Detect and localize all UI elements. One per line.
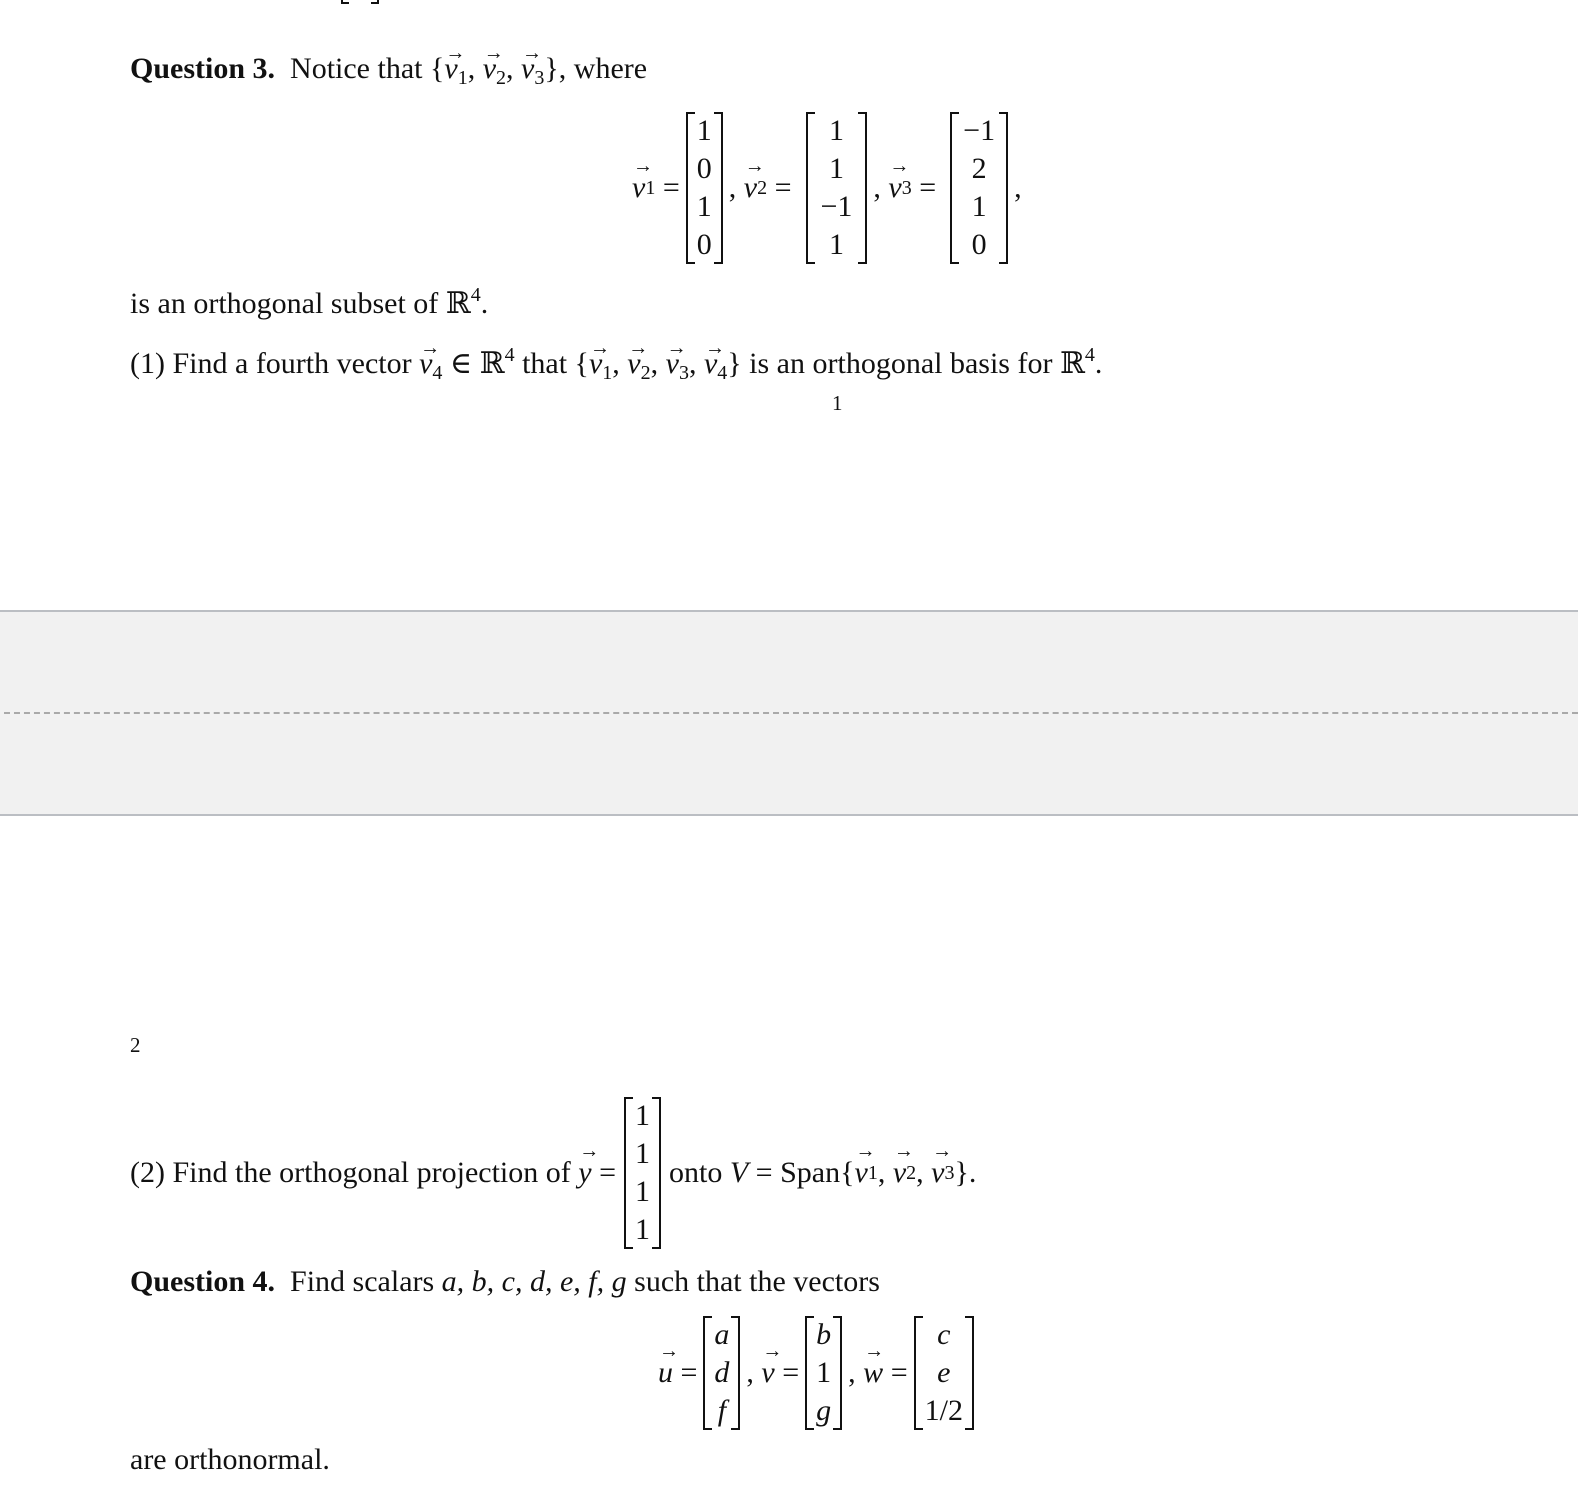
question-4-intro: Question 4. Find scalars a, b, c, d, e, f, g such that the vectors (130, 1265, 880, 1298)
question-3-label: Question 3. (130, 52, 276, 85)
matrix-y: 1 1 1 1 (624, 1097, 661, 1249)
part-1-text: (1) Find a fourth vector → $v_4$ ∈ ℝ$^4$ that {→ $v_1$, → $v_2$, → $v_3$, → $v_4$} is an orthogonal basis for ℝ$^4$. (130, 346, 1102, 382)
matrix-v1: 1 0 1 0 (686, 112, 723, 264)
matrix-u: a d f (703, 1316, 740, 1430)
q3-vector-definitions: → v 1 = 1 0 1 0 , → v 2 = 1 1 −1 1 , → v 3 = −1 2 1 0 , (632, 112, 1022, 264)
matrix-w: c e 1/2 (914, 1316, 974, 1430)
orthogonal-subset-text: is an orthogonal subset of ℝ$^4$. (130, 284, 489, 320)
q4-vector-definitions: → u = a d f , → v = b 1 g , → w = c e 1/2 (658, 1316, 980, 1430)
matrix-v3: −1 2 1 0 (950, 112, 1008, 264)
page-break-separator (0, 610, 1578, 816)
question-4-label: Question 4. (130, 1265, 276, 1298)
question-3-intro: Question 3. Notice that {→ $v_1$, → $v_2$, → $v_3$}, where (130, 51, 647, 87)
matrix-v2: 1 1 −1 1 (806, 112, 868, 264)
page-number: 2 (130, 1033, 141, 1057)
matrix-v: b 1 g (805, 1316, 842, 1430)
partial-matrix-bracket (341, 0, 379, 4)
page-number: 1 (832, 391, 843, 415)
part-2-text: (2) Find the orthogonal projection of → y = 1 1 1 1 onto V = Span{ → v 1 , → v 2 , → v 3 }. (130, 1097, 976, 1249)
orthonormal-text: are orthonormal. (130, 1443, 330, 1476)
page-break-dashed-line (4, 712, 1578, 714)
